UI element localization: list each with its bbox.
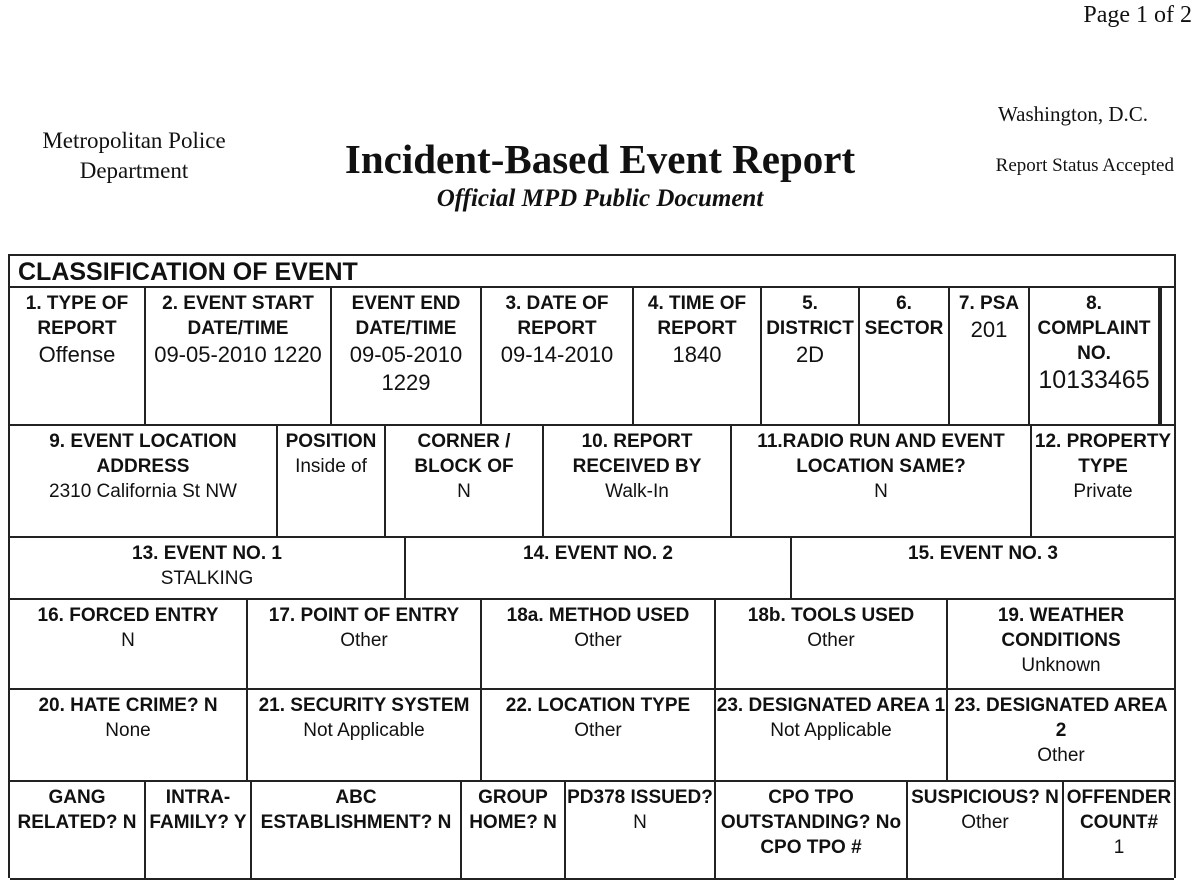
field-label: 19. WEATHER CONDITIONS <box>997 605 1125 651</box>
field-label: 23. DESIGNATED AREA 2 <box>954 695 1168 741</box>
field-label: 17. POINT OF ENTRY <box>268 605 460 626</box>
field-location-type <box>482 690 716 780</box>
field-value: Inside of <box>295 456 367 477</box>
field-value: Not Applicable <box>770 720 892 741</box>
field-radio-run <box>732 426 1032 536</box>
field-label: 3. DATE OF REPORT <box>505 293 609 339</box>
field-gang-related <box>10 782 146 878</box>
field-label: 22. LOCATION TYPE <box>505 695 691 716</box>
field-label: 18a. METHOD USED <box>506 605 690 626</box>
field-label: 15. EVENT NO. 3 <box>908 543 1058 564</box>
field-method-used <box>482 600 716 688</box>
field-time-of-report <box>634 288 762 424</box>
field-forced-entry <box>10 600 248 688</box>
field-intra-family <box>146 782 252 878</box>
field-value: N <box>874 481 888 502</box>
classification-form <box>8 254 1176 878</box>
field-value: 2D <box>795 342 825 367</box>
field-point-of-entry <box>248 600 482 688</box>
field-cpo-tpo <box>716 782 908 878</box>
field-property-type <box>1032 426 1174 536</box>
report-heading <box>300 134 900 214</box>
field-value: Offense <box>38 342 116 367</box>
field-date-of-report <box>482 288 634 424</box>
field-event-no-3 <box>792 538 1174 598</box>
field-label: 12. PROPERTY TYPE <box>1034 431 1172 477</box>
field-value: Walk-In <box>605 481 669 502</box>
field-value: 201 <box>970 317 1008 342</box>
field-value: Private <box>1073 481 1133 502</box>
field-label: 23. DESIGNATED AREA 1 <box>716 695 946 716</box>
field-pd378-issued <box>566 782 716 878</box>
field-label: POSITION <box>285 431 377 452</box>
field-label: 10. REPORT RECEIVED BY <box>572 431 702 477</box>
field-label: 5. DISTRICT <box>766 293 854 339</box>
field-value: 09-14-2010 <box>500 342 614 367</box>
field-label: OFFENDER COUNT# <box>1066 787 1172 833</box>
field-label: GANG RELATED? N <box>17 787 137 833</box>
field-label: 16. FORCED ENTRY <box>37 605 219 626</box>
field-value: Other <box>574 630 622 651</box>
field-label: CORNER / BLOCK OF <box>414 431 514 477</box>
field-label: 8. COMPLAINT NO. <box>1037 293 1151 364</box>
field-label: 13. EVENT NO. 1 <box>132 543 282 564</box>
row-events <box>10 538 1174 600</box>
field-value: Other <box>961 812 1009 833</box>
field-label: GROUP HOME? N <box>469 787 557 833</box>
row-area <box>10 690 1174 782</box>
field-label: 1. TYPE OF REPORT <box>25 293 129 339</box>
field-event-no-1 <box>10 538 406 598</box>
field-event-start <box>146 288 332 424</box>
field-position <box>278 426 386 536</box>
field-event-end <box>332 288 482 424</box>
field-hate-crime <box>10 690 248 780</box>
field-district <box>762 288 860 424</box>
agency-name: Metropolitan Police Department <box>42 128 226 183</box>
field-label: INTRA-FAMILY? Y <box>149 787 247 833</box>
row-entry <box>10 600 1174 690</box>
field-value: Other <box>574 720 622 741</box>
field-corner-block <box>386 426 544 536</box>
field-suspicious <box>908 782 1064 878</box>
field-label: 9. EVENT LOCATION ADDRESS <box>49 431 237 477</box>
field-label: 4. TIME OF REPORT <box>647 293 747 339</box>
field-event-no-2 <box>406 538 792 598</box>
field-type-of-report <box>10 288 146 424</box>
field-value: STALKING <box>160 568 254 589</box>
field-weather-conditions <box>948 600 1174 688</box>
field-value: None <box>105 720 151 741</box>
field-value: 10133465 <box>1038 366 1150 394</box>
field-label: PD378 ISSUED? <box>567 787 713 808</box>
field-value: Other <box>807 630 855 651</box>
field-value: Other <box>1037 745 1085 766</box>
empty-cell <box>1160 288 1174 424</box>
field-group-home <box>462 782 566 878</box>
field-psa <box>950 288 1030 424</box>
row-report-times <box>10 288 1174 426</box>
report-title: Incident-Based Event Report <box>344 136 856 182</box>
field-designated-area-1 <box>716 690 948 780</box>
field-value: 2310 California St NW <box>49 481 237 502</box>
row-location <box>10 426 1174 538</box>
report-subtitle: Official MPD Public Document <box>436 185 764 212</box>
field-offender-count <box>1064 782 1174 878</box>
report-status: Report Status Accepted <box>995 155 1174 176</box>
field-event-location <box>10 426 278 536</box>
field-label: SUSPICIOUS? N <box>911 787 1059 808</box>
field-label: 18b. TOOLS USED <box>747 605 915 626</box>
section-title: CLASSIFICATION OF EVENT <box>10 256 1174 288</box>
field-label: 11.RADIO RUN AND EVENT LOCATION SAME? <box>757 431 1005 477</box>
field-label: 7. PSA <box>958 293 1020 314</box>
field-value: N <box>121 630 135 651</box>
field-value: N <box>457 481 471 502</box>
field-value: 1 <box>1113 837 1125 858</box>
field-value: Other <box>340 630 388 651</box>
row-flags <box>10 782 1174 880</box>
field-abc-establishment <box>252 782 462 878</box>
field-label: ABC ESTABLISHMENT? N <box>260 787 452 833</box>
field-complaint-no <box>1030 288 1160 424</box>
field-value: CPO TPO # <box>760 837 862 858</box>
field-label: 21. SECURITY SYSTEM <box>258 695 470 716</box>
field-label: CPO TPO OUTSTANDING? No <box>720 787 902 833</box>
field-label: 6. SECTOR <box>864 293 944 339</box>
field-value: Not Applicable <box>303 720 425 741</box>
field-label: 2. EVENT START DATE/TIME <box>162 293 314 339</box>
field-value: N <box>633 812 647 833</box>
field-security-system <box>248 690 482 780</box>
field-report-received-by <box>544 426 732 536</box>
field-value: Unknown <box>1021 655 1101 676</box>
field-label: 20. HATE CRIME? N <box>38 695 218 716</box>
field-designated-area-2 <box>948 690 1174 780</box>
field-tools-used <box>716 600 948 688</box>
field-value: 1840 <box>672 342 722 367</box>
field-sector <box>860 288 950 424</box>
field-value: 09-05-2010 1220 <box>154 342 322 367</box>
page-number: Page 1 of 2 <box>1083 2 1192 28</box>
field-value: 09-05-2010 1229 <box>349 342 463 395</box>
field-label: 14. EVENT NO. 2 <box>523 543 673 564</box>
city-label: Washington, D.C. <box>998 102 1148 126</box>
field-label: EVENT END DATE/TIME <box>351 293 461 339</box>
